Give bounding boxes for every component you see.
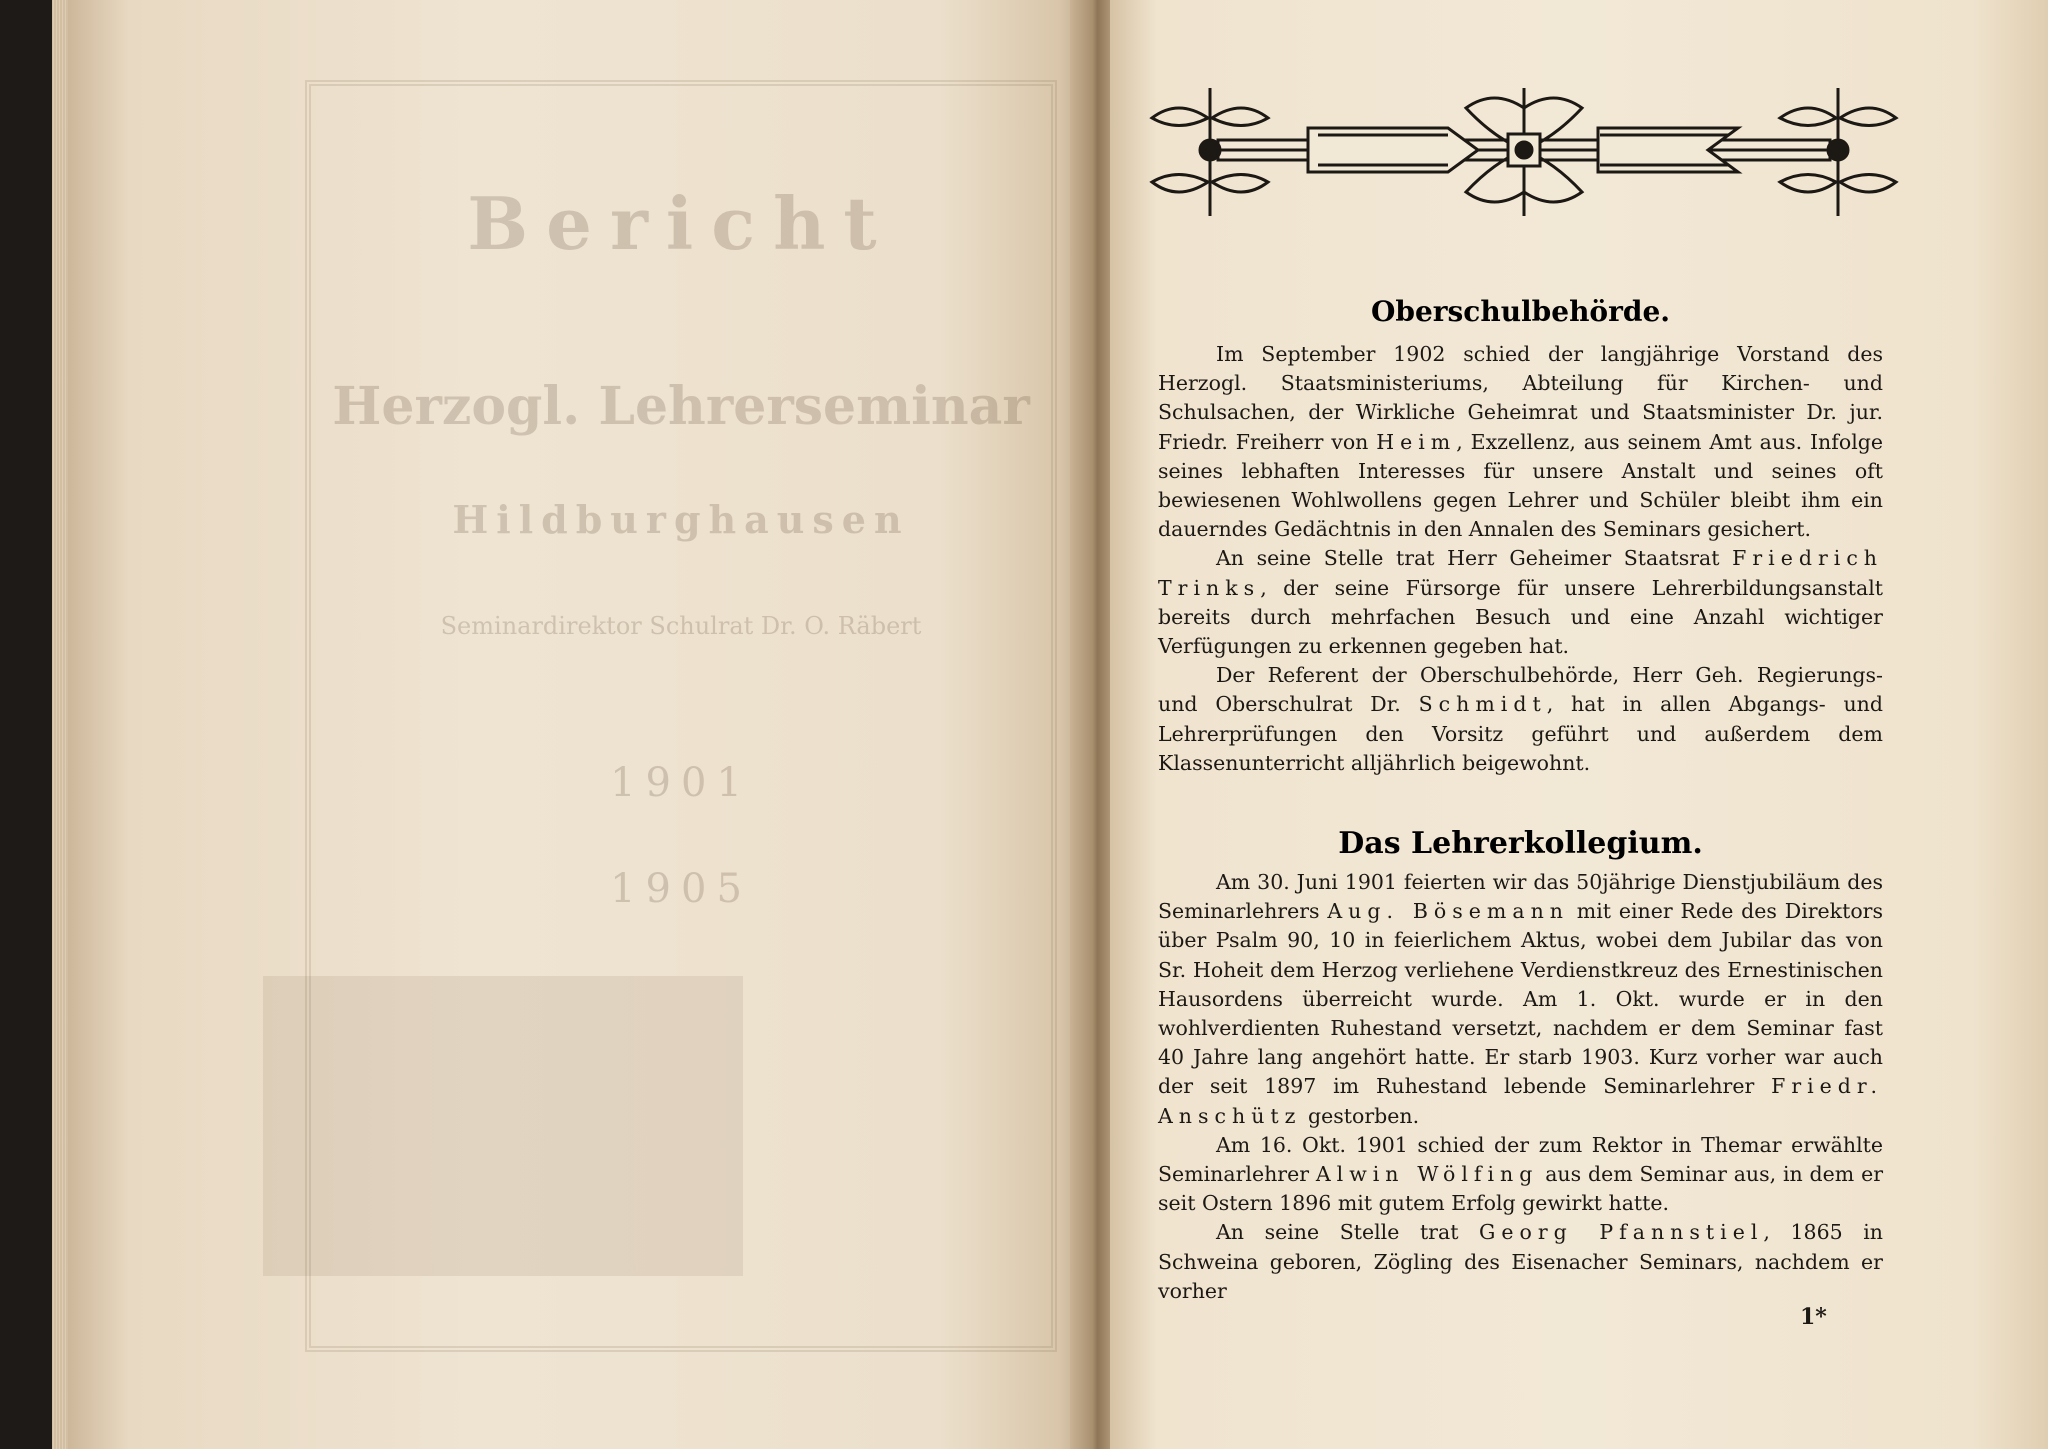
spaced-name: Friedr. Anschütz [1158,1074,1883,1128]
bleed-year-from: 1901 [610,760,752,806]
heading-lehrerkollegium: Das Lehrerkollegium. [1338,826,1703,861]
bleed-subtitle: Herzogl. Lehrerseminar [332,376,1030,437]
lehrerkollegium-paragraph: Am 30. Juni 1901 feierten wir das 50jährige Dienstjubiläum des Seminarlehrers Aug. Bösemann mit einer Rede des Direktors über Psalm 90, 10 in feierlichem Aktus, wobei dem Jubilar das von Sr. Hoheit dem Herzog verliehene Verdienstkreuz des Ernestinischen Hausordens überreicht wurde. Am 1. Okt. wurde er in den wohlverdienten Ruhestand versetzt, nachdem er dem Seminar fast 40 Jahre lang angehört hatte. Er starb 1903. Kurz vorher war auch der seit 1897 im Ruhestand lebende Seminarlehrer Friedr. Anschütz gestorben. [1158,870,1884,1128]
spaced-name: Georg Pfannstiel [1479,1220,1764,1245]
lehrerkollegium-paragraph: An seine Stelle trat Georg Pfannstiel, 1865 in Schweina geboren, Zögling des Eisenacher Seminars, nachdem er vorher [1158,1220,1883,1303]
spaced-name: Friedrich Trinks [1158,546,1883,600]
bleed-author: Seminardirektor Schulrat Dr. O. Räbert [440,612,922,640]
section-lehrerkollegium-text [1158,868,1883,1306]
spaced-name: Heim [1376,429,1457,454]
bleed-photo [263,976,743,1276]
bleed-year-to: 1905 [610,866,752,912]
page-number: 1* [1800,1304,1827,1330]
section-oberschulbehoerde-text [1158,340,1883,778]
bleed-through-title-page [305,80,1057,1352]
bleed-place: Hildburghausen [452,497,910,542]
lehrerkollegium-paragraph: Am 16. Okt. 1901 schied der zum Rektor in Themar erwählte Seminarlehrer Alwin Wölfing aus dem Seminar aus, in dem er seit Ostern 1896 mit gutem Erfolg gewirkt hatte. [1158,1132,1883,1216]
heading-oberschulbehoerde: Oberschulbehörde. [1370,295,1671,328]
spaced-name: Aug. Bösemann [1327,899,1569,924]
oberschulbehoerde-paragraph: Im September 1902 schied der langjährige Vorstand des Herzogl. Staatsministeriums, Abteilung für Kirchen- und Schulsachen, der Wirkliche Geheimrat und Staatsminister Dr. jur. Friedr. Freiherr von Heim, Exzellenz, aus seinem Amt aus. Infolge seines lebhaften Interesses für unsere Anstalt und seines oft bewiesenen Wohlwollens gegen Lehrer und Schüler bleibt ihm ein dauerndes Gedächtnis in den Annalen des Seminars gesichert. [1158,342,1883,542]
oberschulbehoerde-paragraph: Der Referent der Oberschulbehörde, Herr Geh. Regierungs- und Oberschulrat Dr. Schmidt, hat in allen Abgangs- und Lehrerprüfungen den Vorsitz geführt und außerdem dem Klassenunterricht alljährlich beigewohnt. [1158,663,1883,775]
header-ornament [1148,88,1900,216]
bleed-title: Bericht [467,181,895,266]
oberschulbehoerde-paragraph: An seine Stelle trat Herr Geheimer Staatsrat Friedrich Trinks, der seine Fürsorge für unsere Lehrerbildungsanstalt bereits durch mehrfachen Besuch und eine Anzahl wichtiger Verfügungen zu erkennen gegeben hat. [1158,546,1883,659]
spaced-name: Alwin Wölfing [1315,1162,1539,1187]
spaced-name: Schmidt [1418,692,1547,717]
